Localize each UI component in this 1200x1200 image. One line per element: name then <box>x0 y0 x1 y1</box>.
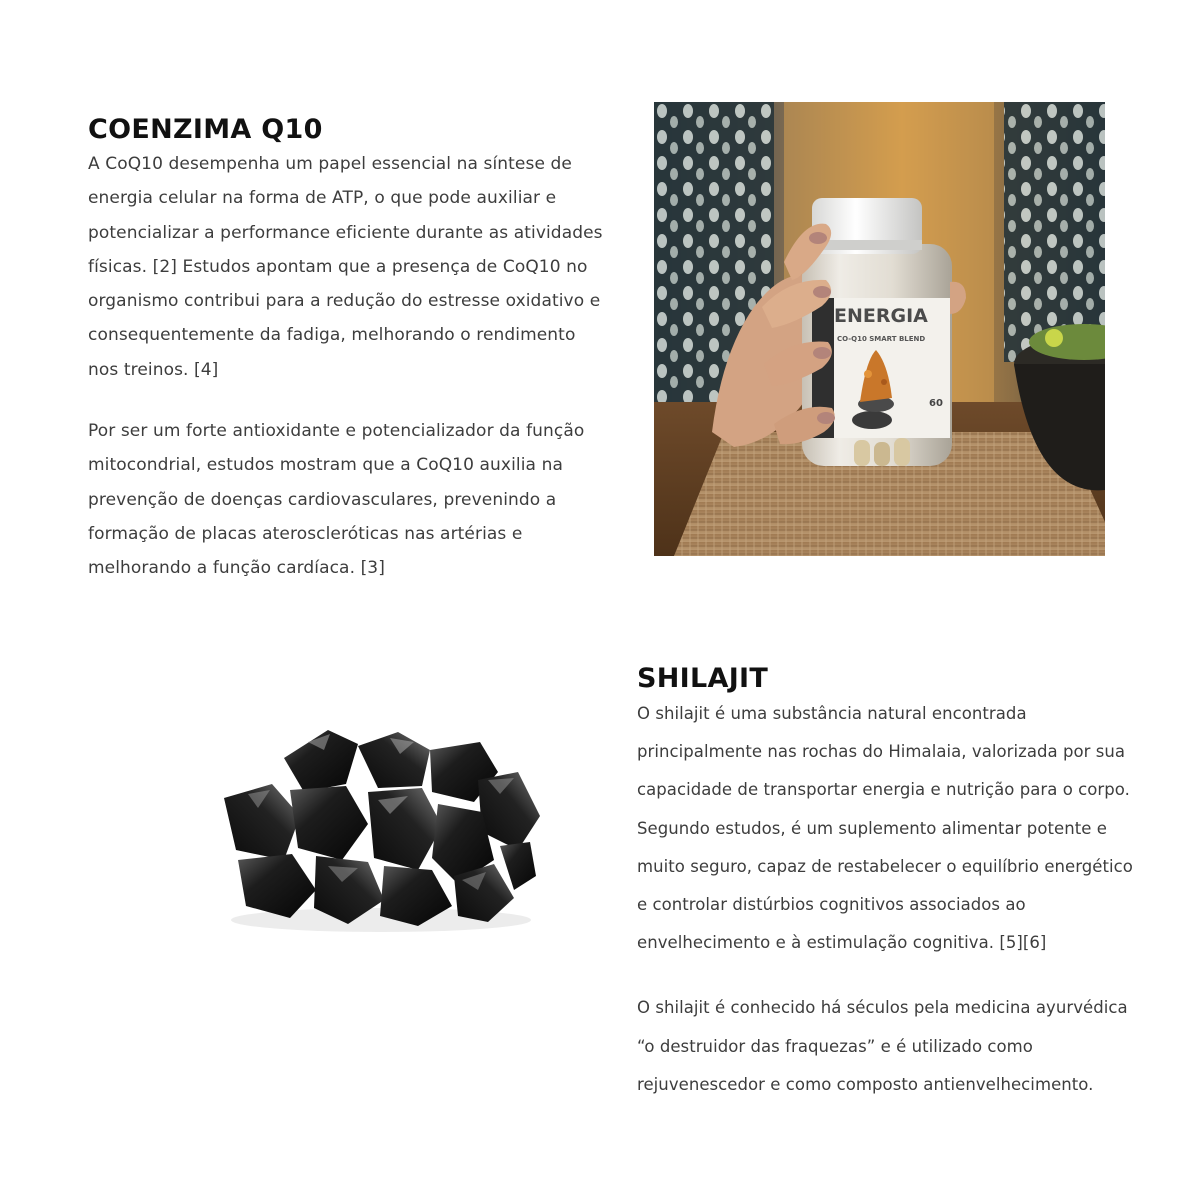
product-label: ENERGIA <box>834 305 928 327</box>
shilajit-title: SHILAJIT <box>637 663 769 694</box>
shilajit-paragraph-2: O shilajit é conhecido há séculos pela medicina ayurvédica “o destruidor das fraquezas” e é utilizado como rejuvenescedor e como composto antienvelhecimento. <box>637 998 1128 1094</box>
shilajit-photo <box>218 720 544 935</box>
shilajit-section <box>637 663 1137 1104</box>
coenzima-paragraph-2: Por ser um forte antioxidante e potencializador da função mitocondrial, estudos mostram que a CoQ10 auxilia na prevenção de doenças cardiovasculares, prevenindo a formação de placas ateroscleróticas nas artérias e melhorando a função cardíaca. [3] <box>88 421 585 579</box>
coenzima-section <box>88 113 608 586</box>
coenzima-title: COENZIMA Q10 <box>88 114 323 145</box>
product-count: 60 <box>929 398 943 409</box>
product-photo <box>654 102 1105 556</box>
shilajit-paragraph-1: O shilajit é uma substância natural encontrada principalmente nas rochas do Himalaia, valorizada por sua capacidade de transportar energia e nutrição para o corpo. Segundo estudos, é um suplemento alimentar potente e muito seguro, capaz de restabelecer o equilíbrio energético e controlar distúrbios cognitivos associados ao envelhecimento e à estimulação cognitiva. [5][6] <box>637 704 1133 953</box>
coenzima-paragraph-1: A CoQ10 desempenha um papel essencial na síntese de energia celular na forma de ATP, o que pode auxiliar e potencializar a performance eficiente durante as atividades físicas. [2] Estudos apontam que a presença de CoQ10 no organismo contribui para a redução do estresse oxidativo e consequentemente da fadiga, melhorando o rendimento nos treinos. [4] <box>88 154 603 380</box>
product-sublabel: CO-Q10 SMART BLEND <box>837 335 926 343</box>
